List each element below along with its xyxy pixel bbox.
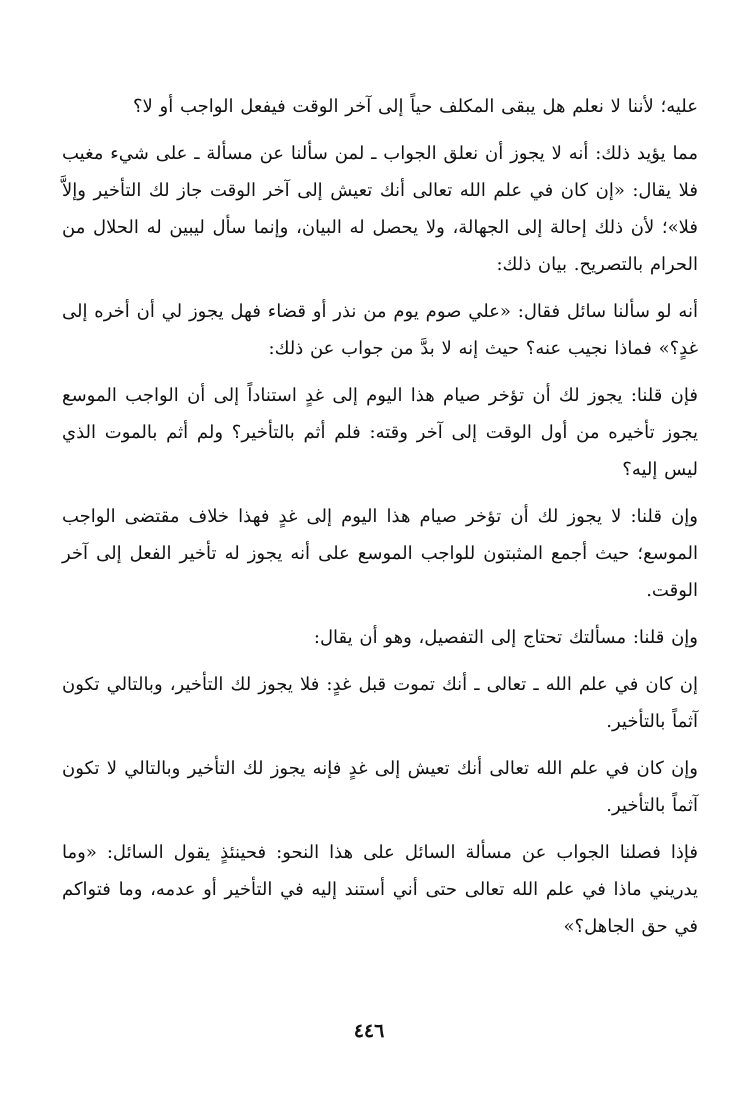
paragraph-5: وإن قلنا: لا يجوز لك أن تؤخر صيام هذا اليوم إلى غدٍ فهذا خلاف مقتضى الواجب الموسع؛ حيث أجمع المثبتون للواجب الموسع على أنه يجوز له تأخير الفعل إلى آخر الوقت. [62,506,698,601]
paragraph-8: وإن كان في علم الله تعالى أنك تعيش إلى غدٍ فإنه يجوز لك التأخير وبالتالي لا تكون آثماً بالتأخير. [62,758,698,816]
page-number: ٤٤٦ [353,1020,385,1042]
page-body [62,88,698,955]
paragraph-3: أنه لو سألنا سائل فقال: «علي صوم يوم من نذر أو قضاء فهل يجوز لي أن أخره إلى غدٍ؟» فماذا نجيب عنه؟ حيث إنه لا بدَّ من جواب عن ذلك: [62,301,698,359]
paragraph-6: وإن قلنا: مسألتك تحتاج إلى التفصيل، وهو أن يقال: [313,627,698,648]
paragraph-9: فإذا فصلنا الجواب عن مسألة السائل على هذا النحو: فحينئذٍ يقول السائل: «وما يدريني ماذا في علم الله تعالى حتى أني أستند إليه في التأخير أو عدمه، وما فتواكم في حق الجاهل؟» [62,842,698,937]
paragraph-2: مما يؤيد ذلك: أنه لا يجوز أن نعلق الجواب ـ لمن سألنا عن مسألة ـ على شيء مغيب فلا يقال: «إن كان في علم الله تعالى أنك تعيش إلى آخر الوقت جاز لك التأخير وإلاَّ فلا»؛ لأن ذلك إحالة إلى الجهالة، ولا يحصل له البيان، وإنما سأل ليبين له الحلال من الحرام بالتصريح. بيان ذلك: [62,143,698,275]
paragraph-1: عليه؛ لأننا لا نعلم هل يبقى المكلف حياً إلى آخر الوقت فيفعل الواجب أو لا؟ [132,96,698,117]
paragraph-4: فإن قلنا: يجوز لك أن تؤخر صيام هذا اليوم إلى غدٍ استناداً إلى أن الواجب الموسع يجوز تأخيره من أول الوقت إلى آخر وقته: فلم أثم بالتأخير؟ ولم أثم بالموت الذي ليس إليه؟ [62,385,698,480]
paragraph-7: إن كان في علم الله ـ تعالى ـ أنك تموت قبل غدٍ: فلا يجوز لك التأخير، وبالتالي تكون آثماً بالتأخير. [62,674,698,732]
